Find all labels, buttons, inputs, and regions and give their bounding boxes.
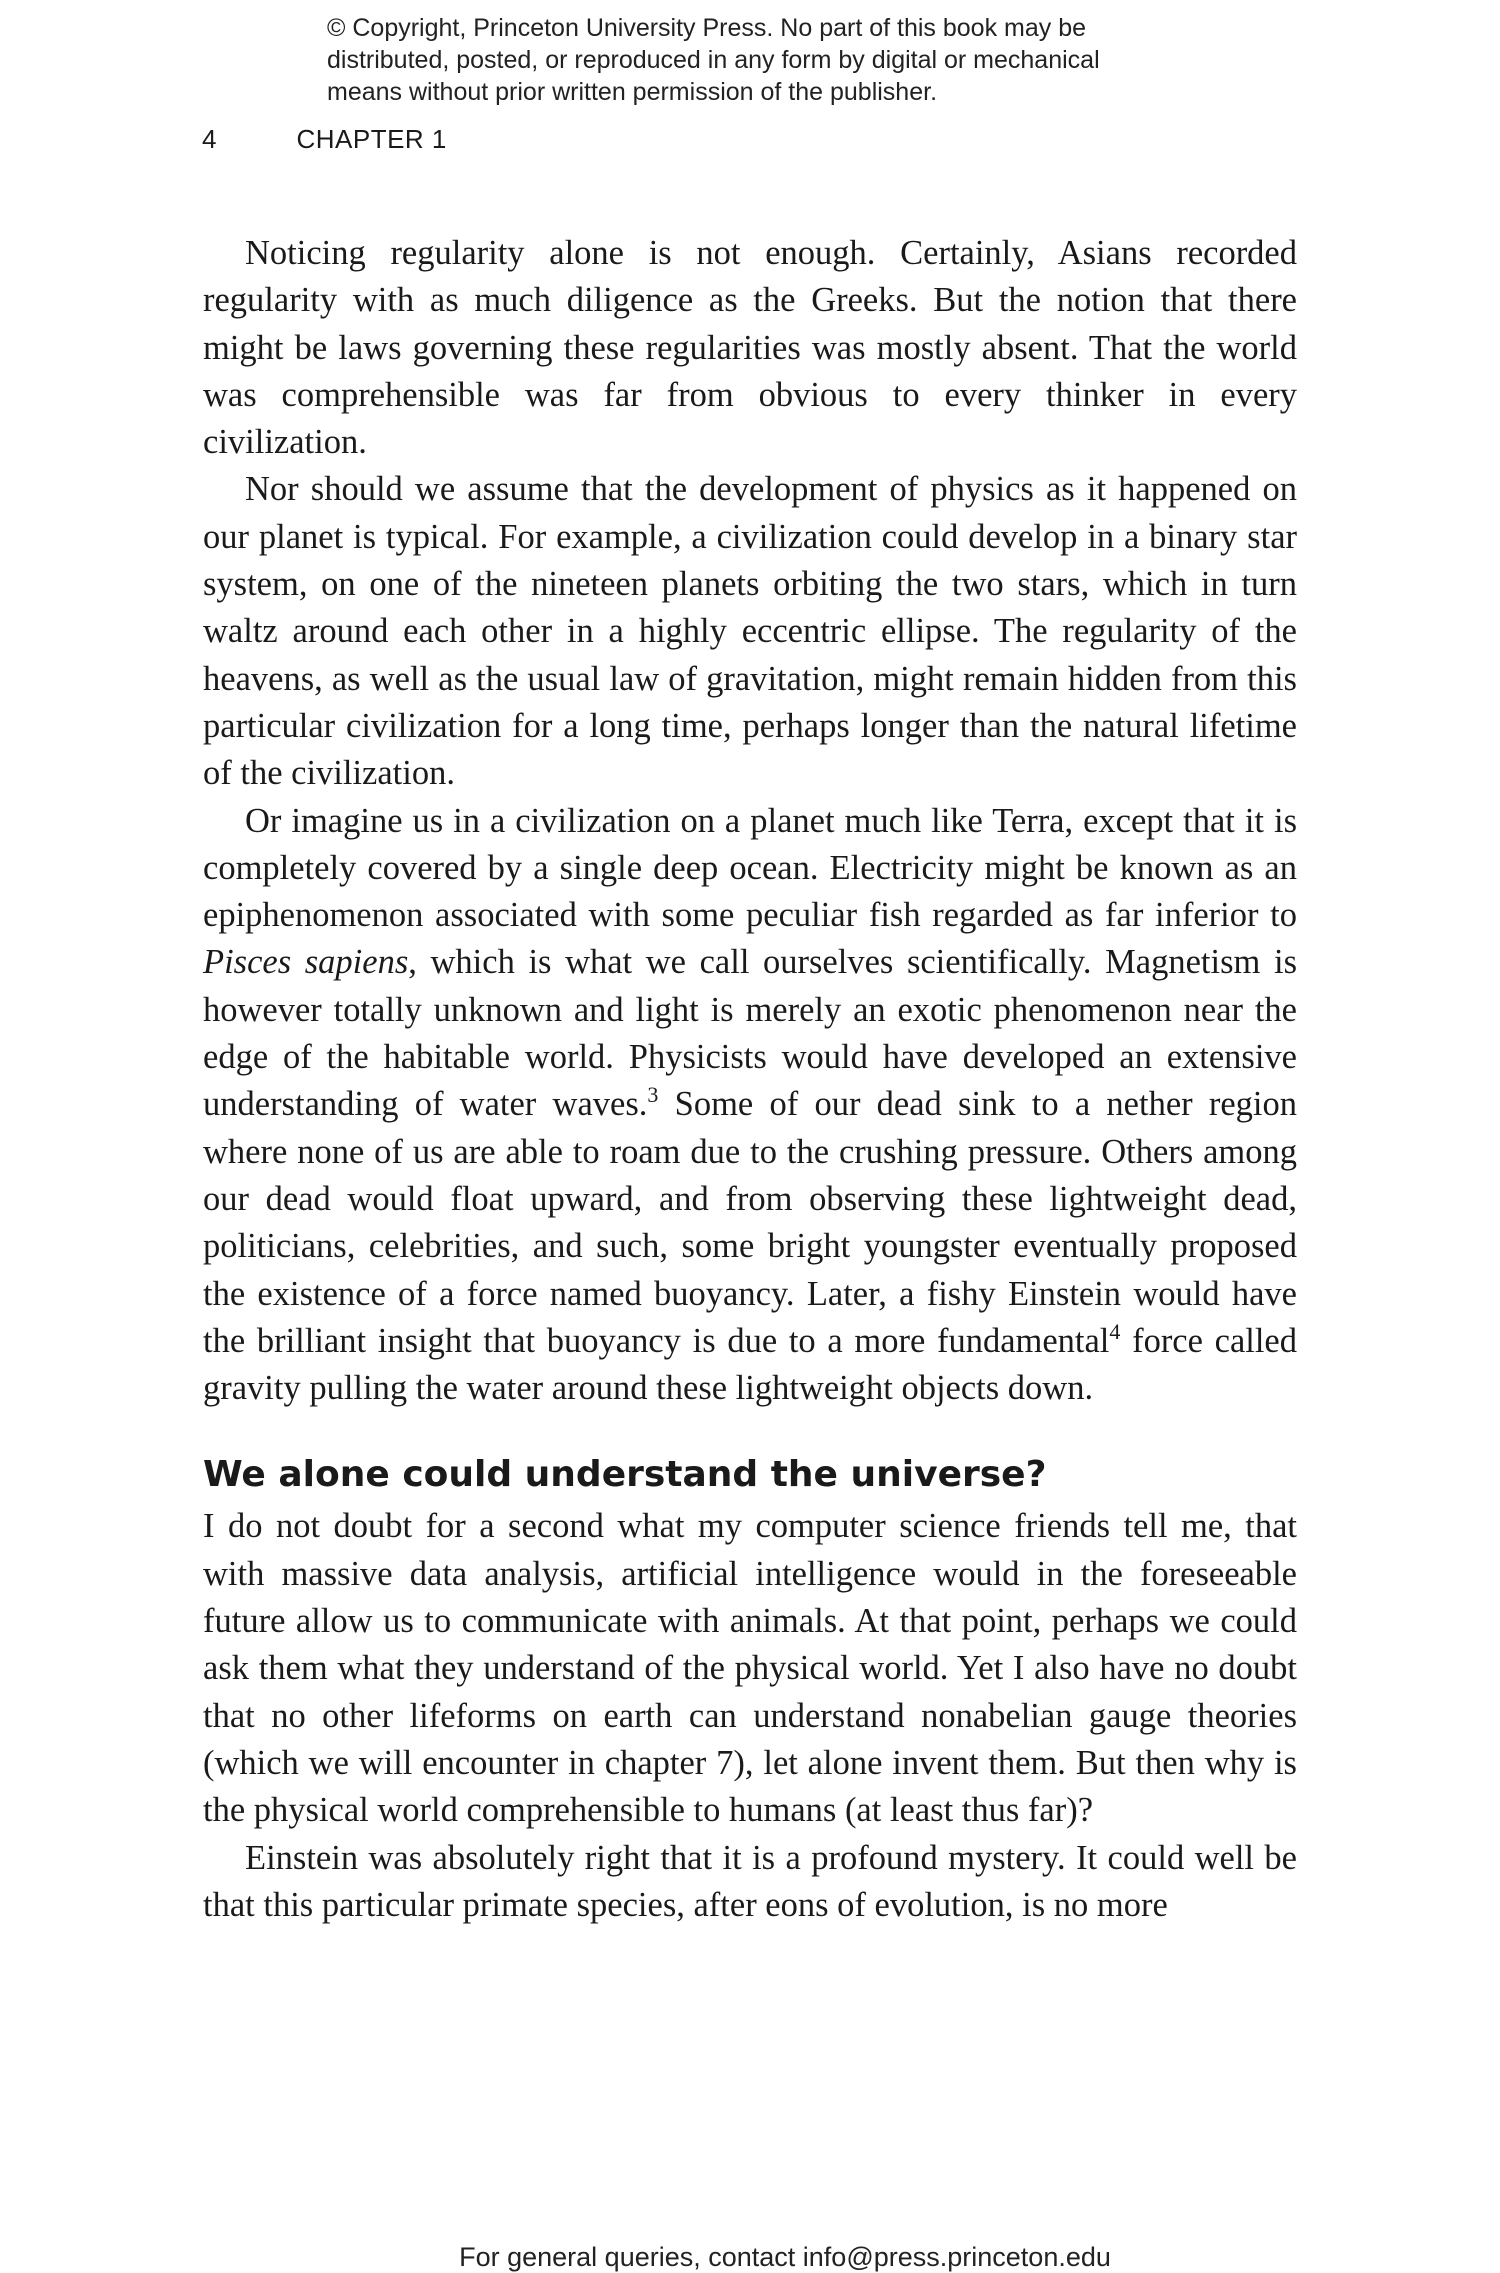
section-heading: We alone could understand the universe? — [203, 1454, 1047, 1496]
footnote-marker[interactable]: 4 — [1109, 1318, 1121, 1344]
text-run: force called gravity pulling the water around these lightweight objects down. — [203, 1321, 1297, 1408]
paragraph: Noticing regularity alone is not enough. Certainly, Asians recorded regularity with as much diligence as the Greeks. But the notion that there might be laws governing these regularities was mostly absent. That the world was comprehensible was far from obvious to every thinker in every civilization. — [203, 234, 1297, 462]
text-run: Or imagine us in a civilization on a planet much like Terra, except that it is completely covered by a single deep ocean. Electricity might be known as an epiphenomenon associated with some peculiar fish regarded as far inferior to — [203, 801, 1297, 935]
page-footer — [0, 2241, 1500, 2273]
copyright-notice — [327, 12, 1227, 108]
page-body — [203, 230, 1297, 1929]
copyright-line: © Copyright, Princeton University Press. No part of this book may be — [327, 14, 1087, 42]
running-head — [202, 124, 447, 155]
paragraph: I do not doubt for a second what my computer science friends tell me, that with massive data analysis, artificial intelligence would in the foreseeable future allow us to communicate with animals. At that point, perhaps we could ask them what they understand of the physical world. Yet I also have no doubt that no other lifeforms on earth can understand nonabelian gauge theories (which we will encounter in chapter 7), let alone invent them. But then why is the physical world comprehensible to humans (at least thus far)? — [203, 1507, 1297, 1830]
page-number: 4 — [202, 124, 217, 154]
italic-term: Pisces sapiens — [203, 943, 409, 982]
chapter-label: CHAPTER 1 — [296, 124, 447, 154]
paragraph: Einstein was absolutely right that it is a profound mystery. It could well be that this particular primate species, after eons of evolution, is no more — [203, 1838, 1297, 1924]
paragraph: Nor should we assume that the development of physics as it happened on our planet is typical. For example, a civilization could develop in a binary star system, on one of the nineteen planets orbiting the two stars, which in turn waltz around each other in a highly eccentric ellipse. The regularity of the heavens, as well as the usual law of gravitation, might remain hidden from this particular civilization for a long time, perhaps longer than the natural lifetime of the civilization. — [203, 470, 1297, 793]
text-run: , which is what we call ourselves scientifically. Magnetism is however totally unknown and light is merely an exotic phenomenon near the edge of the habitable world. Physicists would have developed an extensive understanding of water waves. — [203, 943, 1297, 1124]
copyright-line: means without prior written permission of the publisher. — [327, 78, 938, 106]
copyright-line: distributed, posted, or reproduced in any form by digital or mechanical — [327, 46, 1100, 74]
footnote-marker[interactable]: 3 — [647, 1082, 659, 1108]
text-run: Some of our dead sink to a nether region where none of us are able to roam due to the crushing pressure. Others among our dead would float upward, and from observing these lightweight dead, politicians, celebrities, and such, some bright youngster eventually proposed the existence of a force named buoyancy. Later, a fishy Einstein would have the brilliant insight that buoyancy is due to a more fundamental — [203, 1085, 1298, 1360]
paragraph — [203, 798, 1297, 1413]
footer-text: For general queries, contact info@press.princeton.edu — [459, 2242, 1111, 2272]
